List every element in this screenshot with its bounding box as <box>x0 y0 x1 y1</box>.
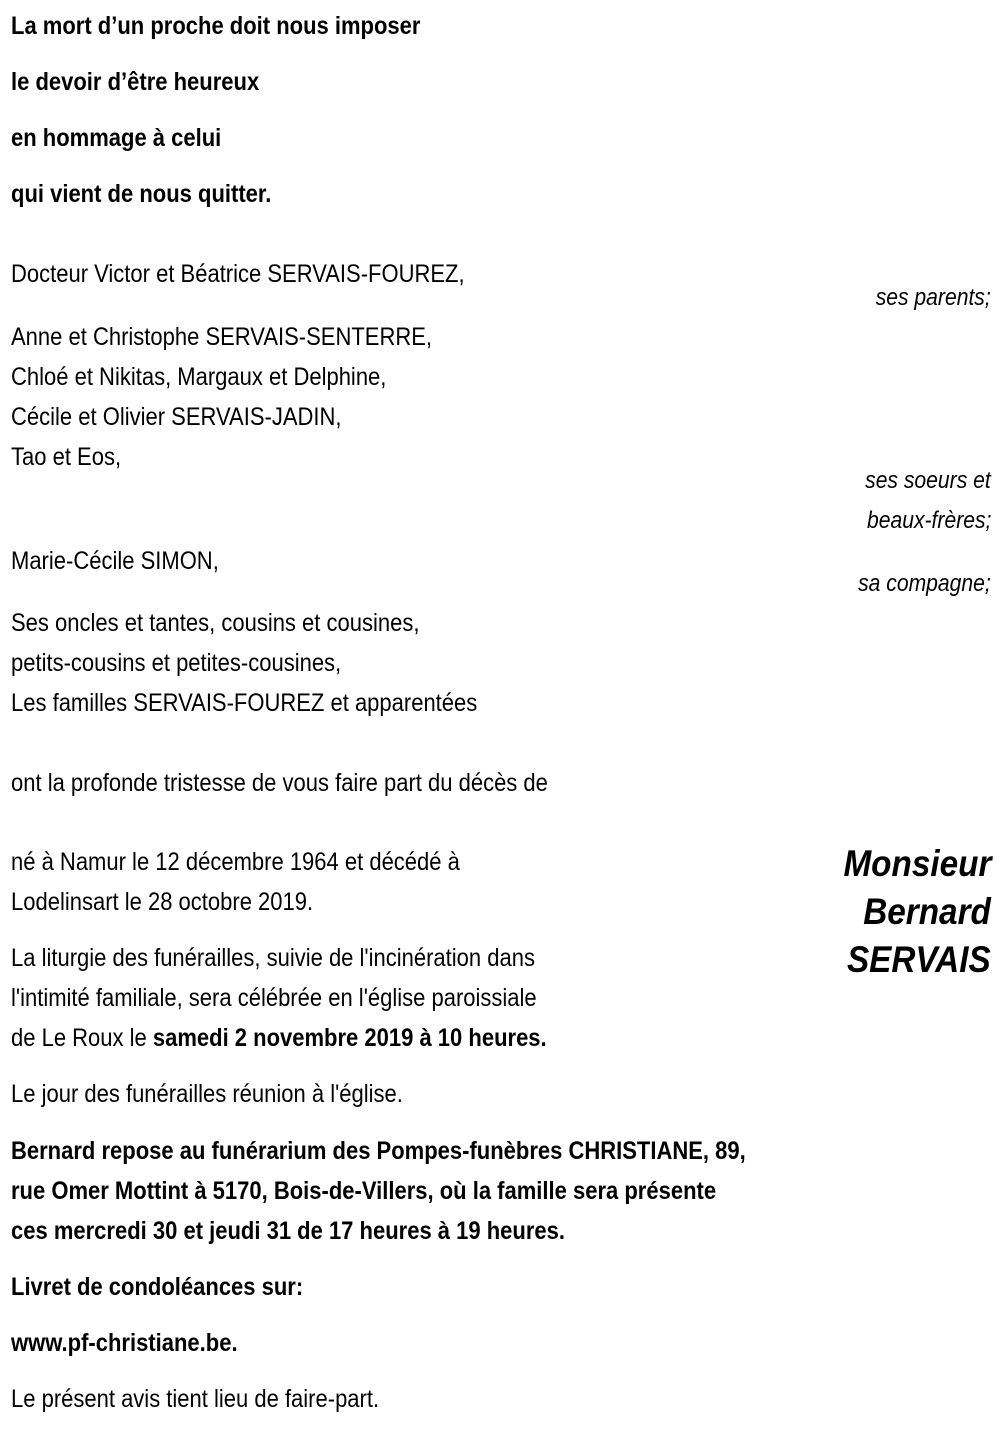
visitation-line: Bernard repose au funérarium des Pompes-funèbres CHRISTIANE, 89, <box>11 1137 746 1165</box>
epigraph-line: qui vient de nous quitter. <box>11 180 272 208</box>
family-name-line: Docteur Victor et Béatrice SERVAIS-FOUREZ, <box>11 260 465 288</box>
ceremony-line: l'intimité familiale, sera célébrée en l'église paroissiale <box>11 984 537 1012</box>
footer-note: Le présent avis tient lieu de faire-part. <box>11 1385 380 1413</box>
meeting-text: Le jour des funérailles réunion à l'église. <box>11 1080 403 1108</box>
visitation-line: rue Omer Mottint à 5170, Bois-de-Villers, où la famille sera présente <box>11 1177 717 1205</box>
family-name-line: Ses oncles et tantes, cousins et cousines, <box>11 609 420 637</box>
birth-death-line: Lodelinsart le 28 octobre 2019. <box>11 888 314 916</box>
condolences-label: Livret de condoléances sur: <box>11 1273 304 1301</box>
family-name-line: Les familles SERVAIS-FOUREZ et apparentées <box>11 689 478 717</box>
family-name-line: Chloé et Nikitas, Margaux et Delphine, <box>11 363 387 391</box>
ceremony-line: La liturgie des funérailles, suivie de l'incinération dans <box>11 944 535 972</box>
family-name-line: Anne et Christophe SERVAIS-SENTERRE, <box>11 323 433 351</box>
relation-label: ses soeurs et <box>865 467 991 494</box>
deceased-name-line: Monsieur <box>842 843 991 884</box>
ceremony-date: samedi 2 novembre 2019 à 10 heures. <box>152 1024 547 1052</box>
relation-label: ses parents; <box>875 284 991 311</box>
family-name-line: Marie-Cécile SIMON, <box>11 547 219 575</box>
birth-death-line: né à Namur le 12 décembre 1964 et décédé à <box>11 848 460 876</box>
family-name-line: petits-cousins et petites-cousines, <box>11 649 342 677</box>
condolences-link[interactable]: www.pf-christiane.be. <box>11 1329 238 1357</box>
ceremony-location: de Le Roux le <box>11 1024 153 1052</box>
announcement-text: ont la profonde tristesse de vous faire part du décès de <box>11 769 548 797</box>
visitation-line: ces mercredi 30 et jeudi 31 de 17 heures à 19 heures. <box>11 1217 565 1245</box>
epigraph-line: le devoir d’être heureux <box>11 68 260 96</box>
relation-label: beaux-frères; <box>866 507 991 534</box>
epigraph-line: La mort d’un proche doit nous imposer <box>11 12 421 40</box>
ceremony-line <box>11 1023 620 1053</box>
family-name-line: Cécile et Olivier SERVAIS-JADIN, <box>11 403 342 431</box>
family-name-line: Tao et Eos, <box>11 443 122 471</box>
epigraph-line: en hommage à celui <box>11 124 222 152</box>
relation-label: sa compagne; <box>858 570 991 597</box>
deceased-name-line: SERVAIS <box>847 939 991 980</box>
deceased-name-line: Bernard <box>863 891 991 932</box>
